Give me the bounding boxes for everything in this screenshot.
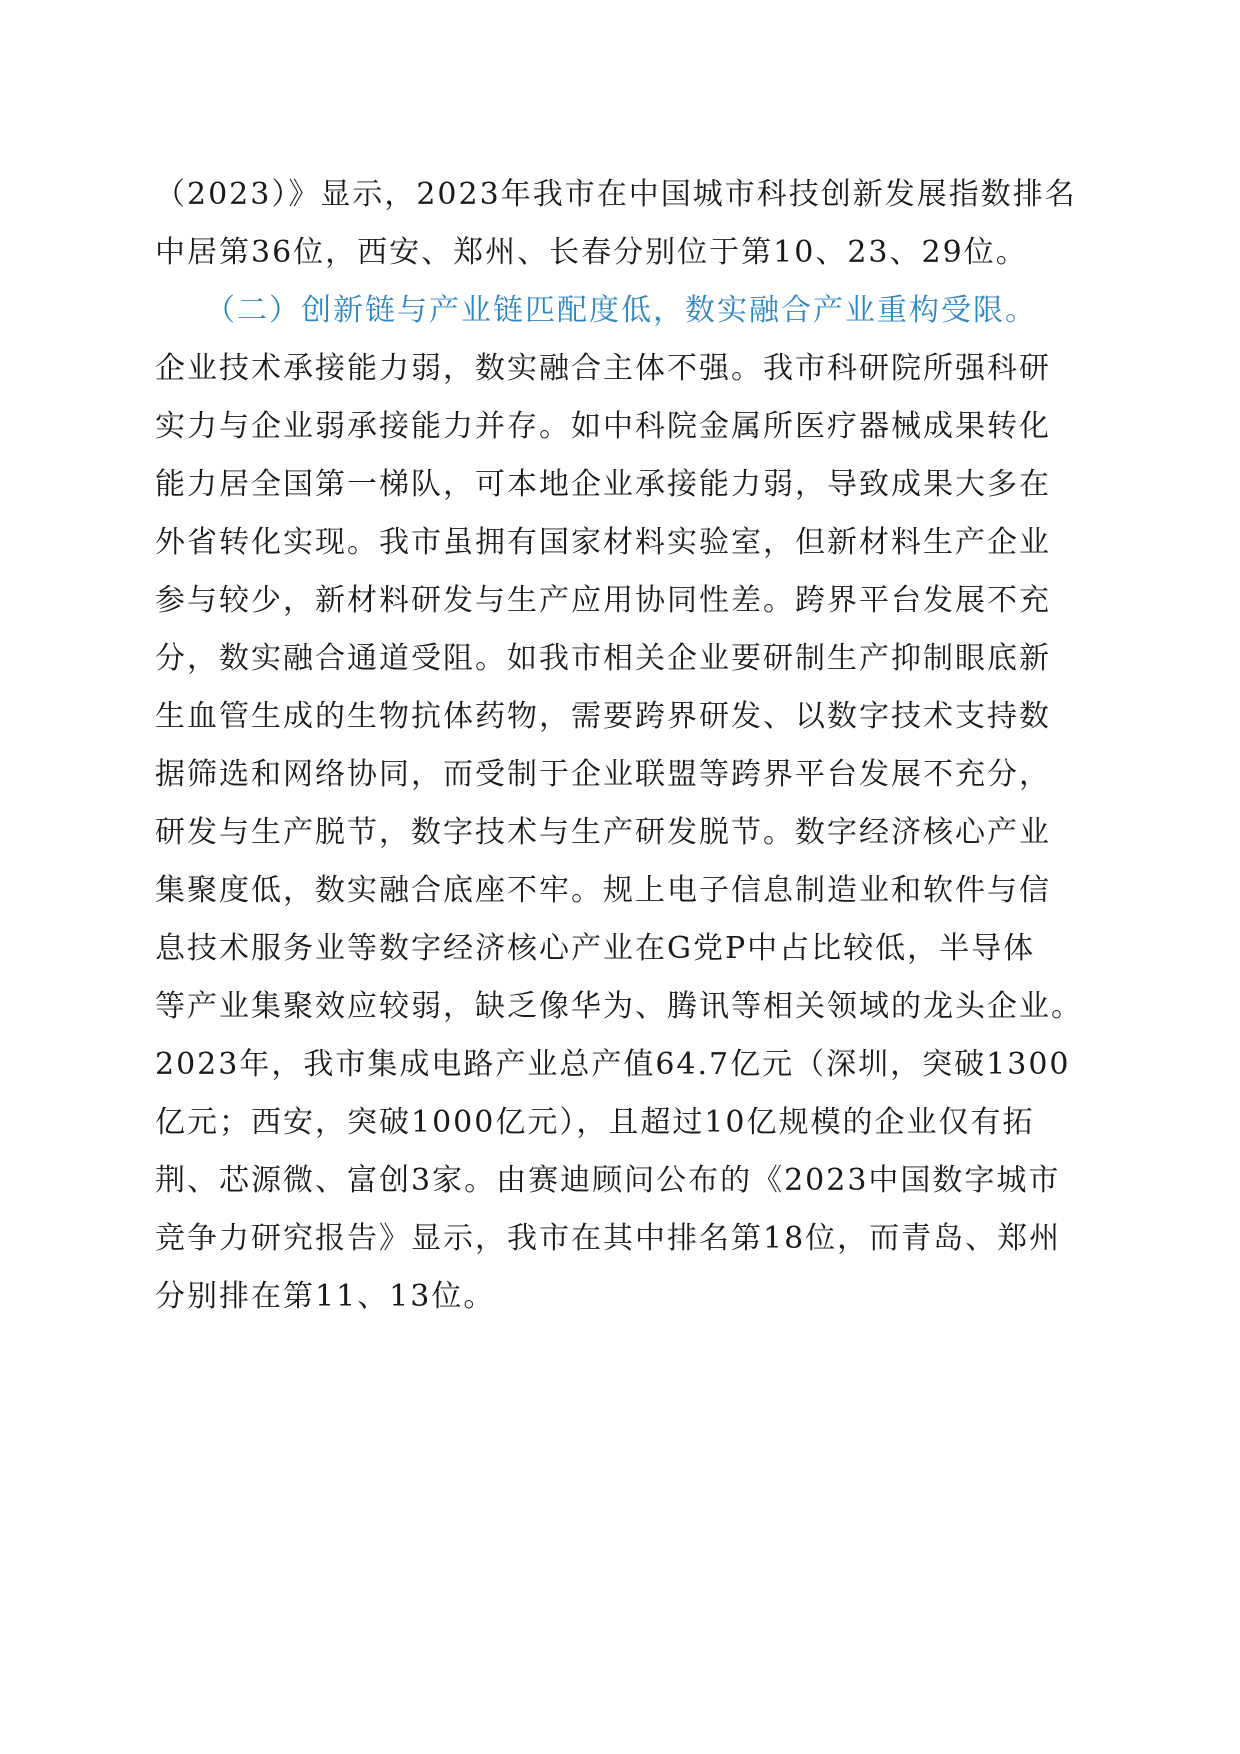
paragraph-line: 2023年，我市集成电路产业总产值64.7亿元（深圳，突破1300 [155, 1047, 1071, 1082]
paragraph-line: 分，数实融合通道受阻。如我市相关企业要研制生产抑制眼底新 [155, 641, 1051, 676]
paragraph-line: 研发与生产脱节，数字技术与生产研发脱节。数字经济核心产业 [155, 815, 1051, 850]
paragraph-line: 实力与企业弱承接能力并存。如中科院金属所医疗器械成果转化 [155, 409, 1051, 444]
paragraph-line: 能力居全国第一梯队，可本地企业承接能力弱，导致成果大多在 [155, 467, 1051, 502]
paragraph-line: 亿元；西安，突破1000亿元），且超过10亿规模的企业仅有拓 [155, 1105, 1035, 1140]
paragraph-line: 荆、芯源微、富创3家。由赛迪顾问公布的《2023中国数字城市 [155, 1163, 1061, 1198]
paragraph-line: 生血管生成的生物抗体药物，需要跨界研发、以数字技术支持数 [155, 699, 1051, 734]
paragraph-line: 外省转化实现。我市虽拥有国家材料实验室，但新材料生产企业 [155, 525, 1051, 560]
paragraph-line: 分别排在第11、13位。 [155, 1279, 496, 1314]
section-heading: （二）创新链与产业链匹配度低，数实融合产业重构受限。 [205, 293, 1037, 328]
paragraph-line: 竞争力研究报告》显示，我市在其中排名第18位，而青岛、郑州 [155, 1221, 1062, 1256]
paragraph-line: 息技术服务业等数字经济核心产业在G党P中占比较低，半导体 [155, 931, 1036, 966]
paragraph-line: 等产业集聚效应较弱，缺乏像华为、腾讯等相关领域的龙头企业。 [155, 989, 1083, 1024]
paragraph-line: 中居第36位，西安、郑州、长春分别位于第10、23、29位。 [155, 235, 1028, 270]
paragraph-line: 企业技术承接能力弱，数实融合主体不强。我市科研院所强科研 [155, 351, 1051, 386]
paragraph-line: 参与较少，新材料研发与生产应用协同性差。跨界平台发展不充 [155, 583, 1051, 618]
paragraph-line: （2023）》显示，2023年我市在中国城市科技创新发展指数排名 [155, 177, 1077, 212]
paragraph-line: 集聚度低，数实融合底座不牢。规上电子信息制造业和软件与信 [155, 873, 1051, 908]
paragraph-line: 据筛选和网络协同，而受制于企业联盟等跨界平台发展不充分， [155, 757, 1051, 792]
